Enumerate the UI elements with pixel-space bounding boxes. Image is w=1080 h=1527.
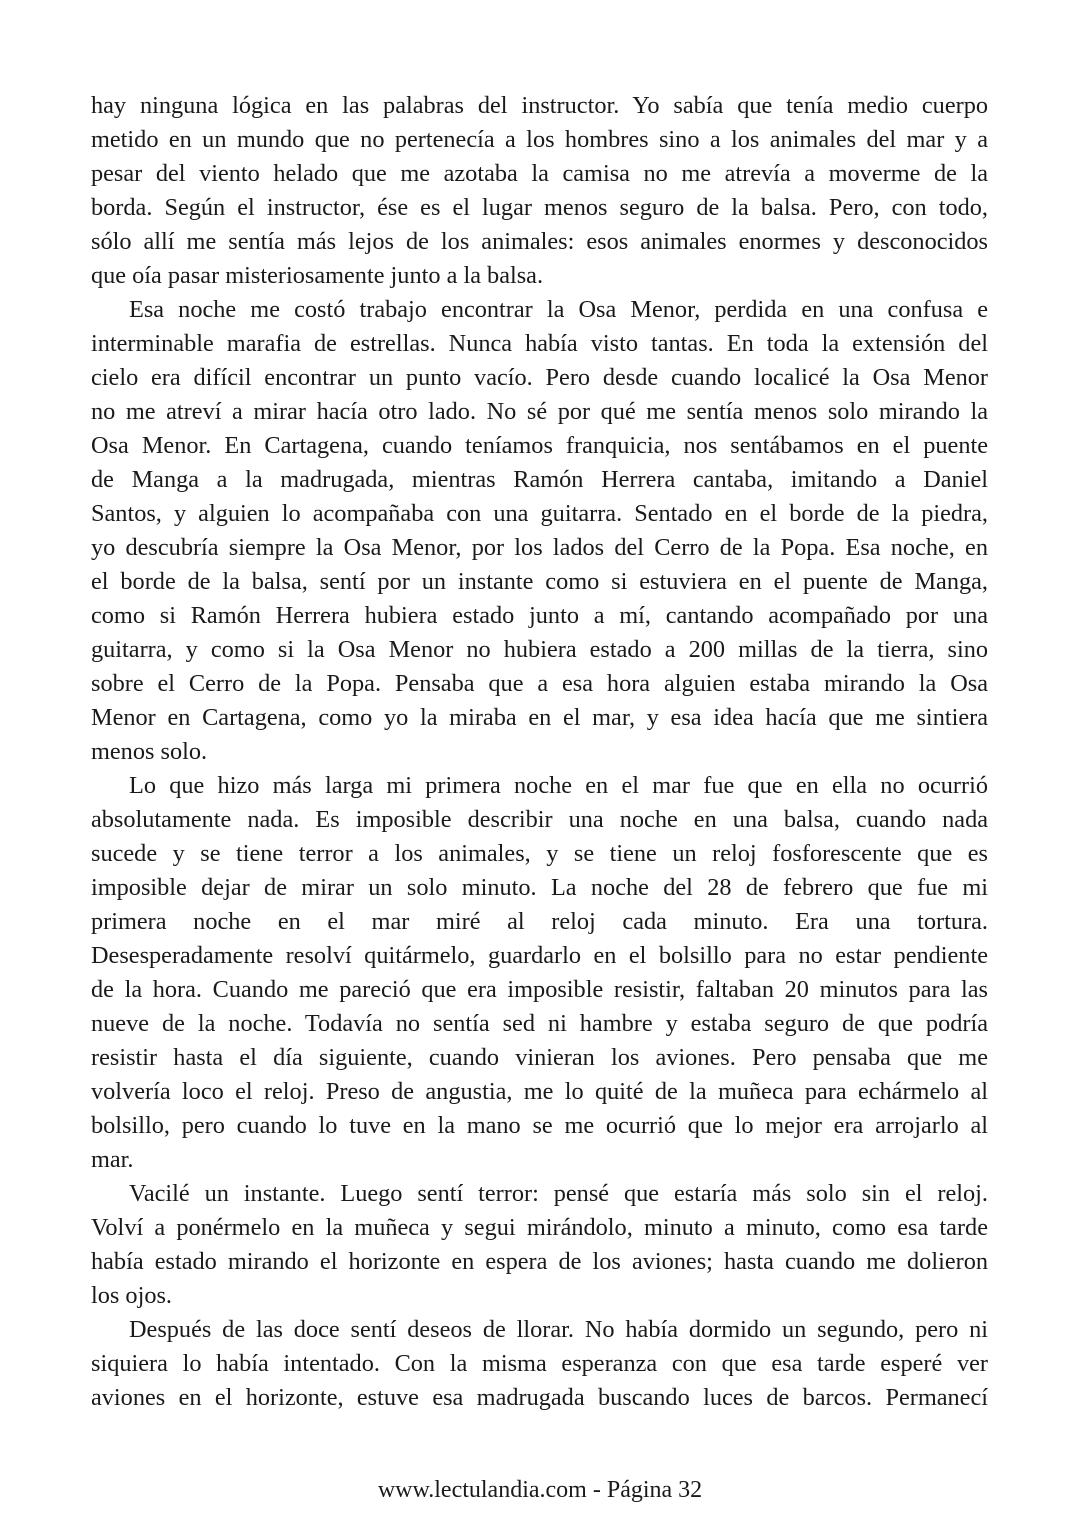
text-line: Desesperadamente resolví quitármelo, guardarlo en el bolsillo para no estar pendiente (91, 942, 988, 969)
footer-text: www.lectulandia.com - Página 32 (377, 1477, 703, 1503)
text-line: había estado mirando el horizonte en espera de los aviones; hasta cuando me dolieron (91, 1248, 988, 1275)
paragraph (91, 89, 988, 293)
text-line: menos solo. (91, 738, 208, 765)
text-line: el borde de la balsa, sentí por un instante como si estuviera en el puente de Manga, (91, 568, 988, 595)
text-line: yo descubría siempre la Osa Menor, por los lados del Cerro de la Popa. Esa noche, en (91, 534, 988, 561)
text-line: Santos, y alguien lo acompañaba con una guitarra. Sentado en el borde de la piedra, (91, 500, 988, 527)
paragraph (91, 293, 988, 769)
text-line: Esa noche me costó trabajo encontrar la Osa Menor, perdida en una confusa e (129, 296, 988, 323)
text-line: metido en un mundo que no pertenecía a los hombres sino a los animales del mar y a (91, 126, 988, 153)
text-line: no me atreví a mirar hacía otro lado. No sé por qué me sentía menos solo mirando la (91, 398, 988, 425)
paragraph (91, 1177, 988, 1313)
text-line: cielo era difícil encontrar un punto vacío. Pero desde cuando localicé la Osa Menor (91, 364, 988, 391)
text-line: borda. Según el instructor, ése es el lugar menos seguro de la balsa. Pero, con todo, (91, 194, 988, 221)
text-line: interminable marafia de estrellas. Nunca había visto tantas. En toda la extensión del (91, 330, 988, 357)
text-line: siquiera lo había intentado. Con la misma esperanza con que esa tarde esperé ver (91, 1350, 988, 1377)
text-line: como si Ramón Herrera hubiera estado junto a mí, cantando acompañado por una (91, 602, 988, 629)
text-line: que oía pasar misteriosamente junto a la balsa. (91, 262, 544, 289)
text-line: primera noche en el mar miré al reloj cada minuto. Era una tortura. (91, 908, 988, 935)
text-line: sólo allí me sentía más lejos de los animales: esos animales enormes y desconocidos (91, 228, 988, 255)
text-line: bolsillo, pero cuando lo tuve en la mano se me ocurrió que lo mejor era arrojarlo al (91, 1112, 988, 1139)
text-line: sucede y se tiene terror a los animales, y se tiene un reloj fosforescente que es (91, 840, 988, 867)
page-body (91, 89, 988, 1415)
text-line: mar. (91, 1146, 134, 1173)
text-line: Osa Menor. En Cartagena, cuando teníamos franquicia, nos sentábamos en el puente (91, 432, 988, 459)
text-line: Vacilé un instante. Luego sentí terror: pensé que estaría más solo sin el reloj. (129, 1180, 988, 1207)
text-line: Lo que hizo más larga mi primera noche en el mar fue que en ella no ocurrió (129, 772, 988, 799)
text-line: los ojos. (91, 1282, 173, 1309)
paragraph (91, 1313, 988, 1415)
text-line: sobre el Cerro de la Popa. Pensaba que a esa hora alguien estaba mirando la Osa (91, 670, 988, 697)
text-line: Volví a ponérmelo en la muñeca y segui mirándolo, minuto a minuto, como esa tarde (91, 1214, 988, 1241)
text-line: volvería loco el reloj. Preso de angustia, me lo quité de la muñeca para echármelo al (91, 1078, 988, 1105)
text-line: imposible dejar de mirar un solo minuto. La noche del 28 de febrero que fue mi (91, 874, 988, 901)
page-footer (0, 1475, 1080, 1505)
text-line: guitarra, y como si la Osa Menor no hubiera estado a 200 millas de la tierra, sino (91, 636, 988, 663)
text-line: pesar del viento helado que me azotaba la camisa no me atrevía a moverme de la (91, 160, 988, 187)
text-line: de la hora. Cuando me pareció que era imposible resistir, faltaban 20 minutos para las (91, 976, 988, 1003)
text-line: aviones en el horizonte, estuve esa madrugada buscando luces de barcos. Permanecí (91, 1384, 988, 1411)
text-line: Menor en Cartagena, como yo la miraba en el mar, y esa idea hacía que me sintiera (91, 704, 988, 731)
paragraph (91, 769, 988, 1177)
text-line: resistir hasta el día siguiente, cuando vinieran los aviones. Pero pensaba que me (91, 1044, 988, 1071)
text-line: Después de las doce sentí deseos de llorar. No había dormido un segundo, pero ni (129, 1316, 988, 1343)
text-line: nueve de la noche. Todavía no sentía sed ni hambre y estaba seguro de que podría (91, 1010, 988, 1037)
text-line: absolutamente nada. Es imposible describir una noche en una balsa, cuando nada (91, 806, 988, 833)
text-line: de Manga a la madrugada, mientras Ramón Herrera cantaba, imitando a Daniel (91, 466, 988, 493)
text-line: hay ninguna lógica en las palabras del instructor. Yo sabía que tenía medio cuerpo (91, 92, 988, 119)
